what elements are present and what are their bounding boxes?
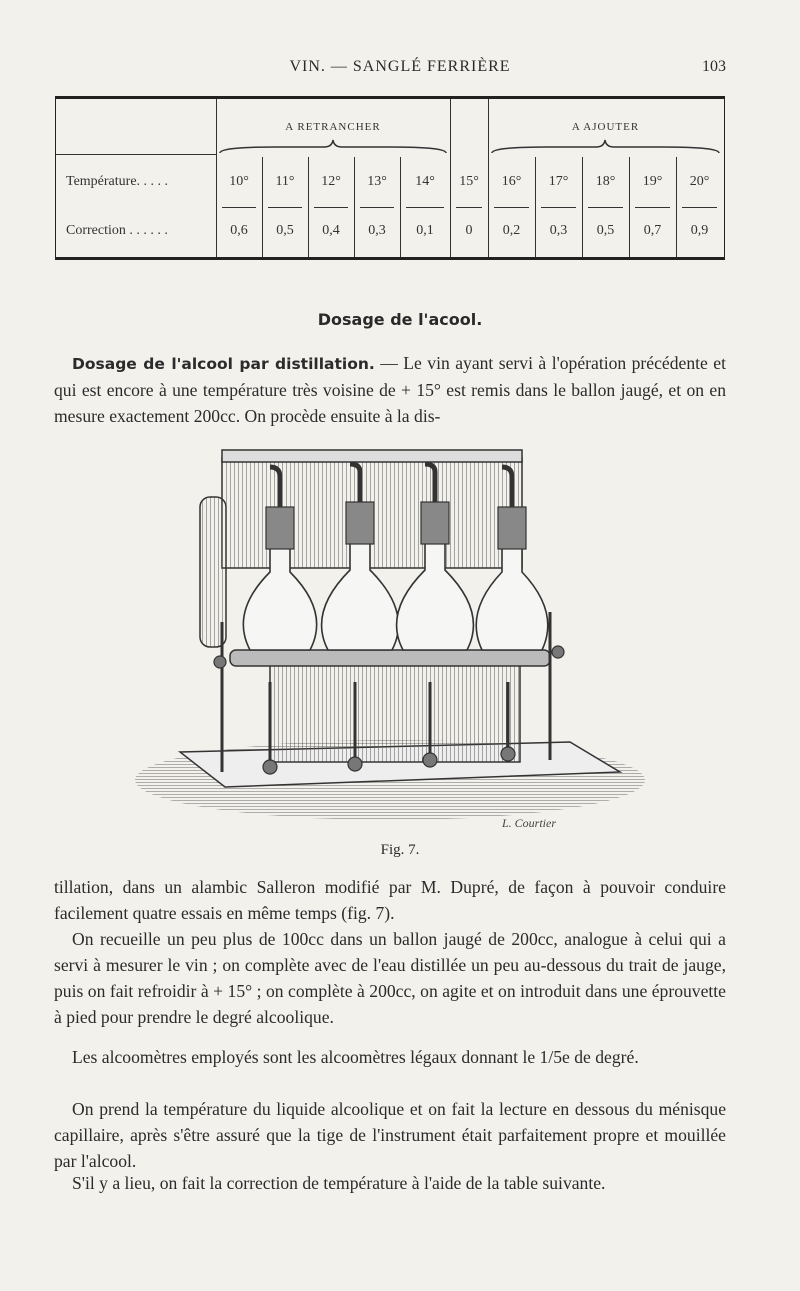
section-title: Dosage de l'acool.	[317, 310, 483, 329]
paragraph-1	[54, 350, 726, 429]
correction-cell: 0,5	[276, 223, 294, 238]
temperature-cell: 12°	[321, 174, 341, 189]
paragraph-1-lead: Dosage de l'alcool par distillation.	[72, 355, 375, 373]
brace-retrancher	[216, 137, 450, 157]
running-title: VIN. — SANGLÉ FERRIÈRE	[289, 58, 511, 75]
correction-cell: 0,4	[322, 223, 340, 238]
distillation-apparatus-figure	[130, 442, 650, 834]
temperature-cell: 17°	[548, 174, 569, 189]
figure-caption: Fig. 7.	[380, 842, 420, 858]
correction-cell: 0,9	[690, 223, 709, 238]
correction-cell: 0	[465, 223, 473, 238]
brace-ajouter	[488, 137, 723, 157]
correction-cell: 0,1	[416, 223, 434, 238]
group-label-ajouter: A AJOUTER	[571, 121, 640, 133]
correction-cell: 0,5	[596, 223, 615, 238]
paragraph-2: tillation, dans un alambic Salleron modifié par M. Dupré, de façon à pouvoir conduire facilement quatre essais en même temps (fig. 7).	[54, 877, 726, 923]
row-label-correction: Correction . . . . . .	[66, 223, 168, 238]
temperature-cell: 13°	[367, 174, 387, 189]
temperature-cell: 15°	[459, 174, 479, 189]
row-label-temperature: Température. . . . .	[66, 174, 169, 189]
figure-signature: L. Courtier	[502, 816, 557, 830]
paragraph-6: S'il y a lieu, on fait la correction de température à l'aide de la table suivante.	[72, 1173, 606, 1193]
paragraph-5: On prend la température du liquide alcoolique et on fait la lecture en dessous du ménisque capillaire, après s'être assuré que la tige de l'instrument était parfaitement propre et mouillée par l'alcool.	[54, 1099, 726, 1171]
temperature-cell: 10°	[229, 174, 249, 189]
correction-cell: 0,3	[368, 223, 386, 238]
correction-cell: 0,7	[643, 223, 662, 238]
temperature-cell: 19°	[642, 174, 663, 189]
temperature-cell: 20°	[689, 174, 710, 189]
paragraph-1-text: — Le vin ayant servi à l'opération précédente et qui est encore à une température très voisine de + 15° est remis dans le ballon jaugé, et on en mesure exactement 200cc. On procède ensuite à la dis-	[54, 353, 726, 426]
temperature-cell: 18°	[595, 174, 616, 189]
correction-table	[55, 96, 725, 260]
paragraph-4: Les alcoomètres employés sont les alcoomètres légaux donnant le 1/5e de degré.	[72, 1047, 639, 1067]
group-label-retrancher: A RETRANCHER	[285, 121, 381, 133]
correction-cell: 0,3	[549, 223, 568, 238]
temperature-cell: 14°	[415, 174, 435, 189]
correction-cell: 0,6	[230, 223, 248, 238]
correction-cell: 0,2	[502, 223, 521, 238]
temperature-cell: 16°	[501, 174, 522, 189]
page-number: 103	[702, 58, 726, 75]
temperature-cell: 11°	[275, 174, 295, 189]
paragraph-3: On recueille un peu plus de 100cc dans un ballon jaugé de 200cc, analogue à celui qui a servi à mesurer le vin ; on complète avec de l'eau distillée un peu au-dessous du trait de jauge, puis on fait refroidir à + 15° ; on complète à 200cc, on agite et on introduit dans une éprouvette à pied pour prendre le degré alcoolique.	[54, 929, 726, 1027]
